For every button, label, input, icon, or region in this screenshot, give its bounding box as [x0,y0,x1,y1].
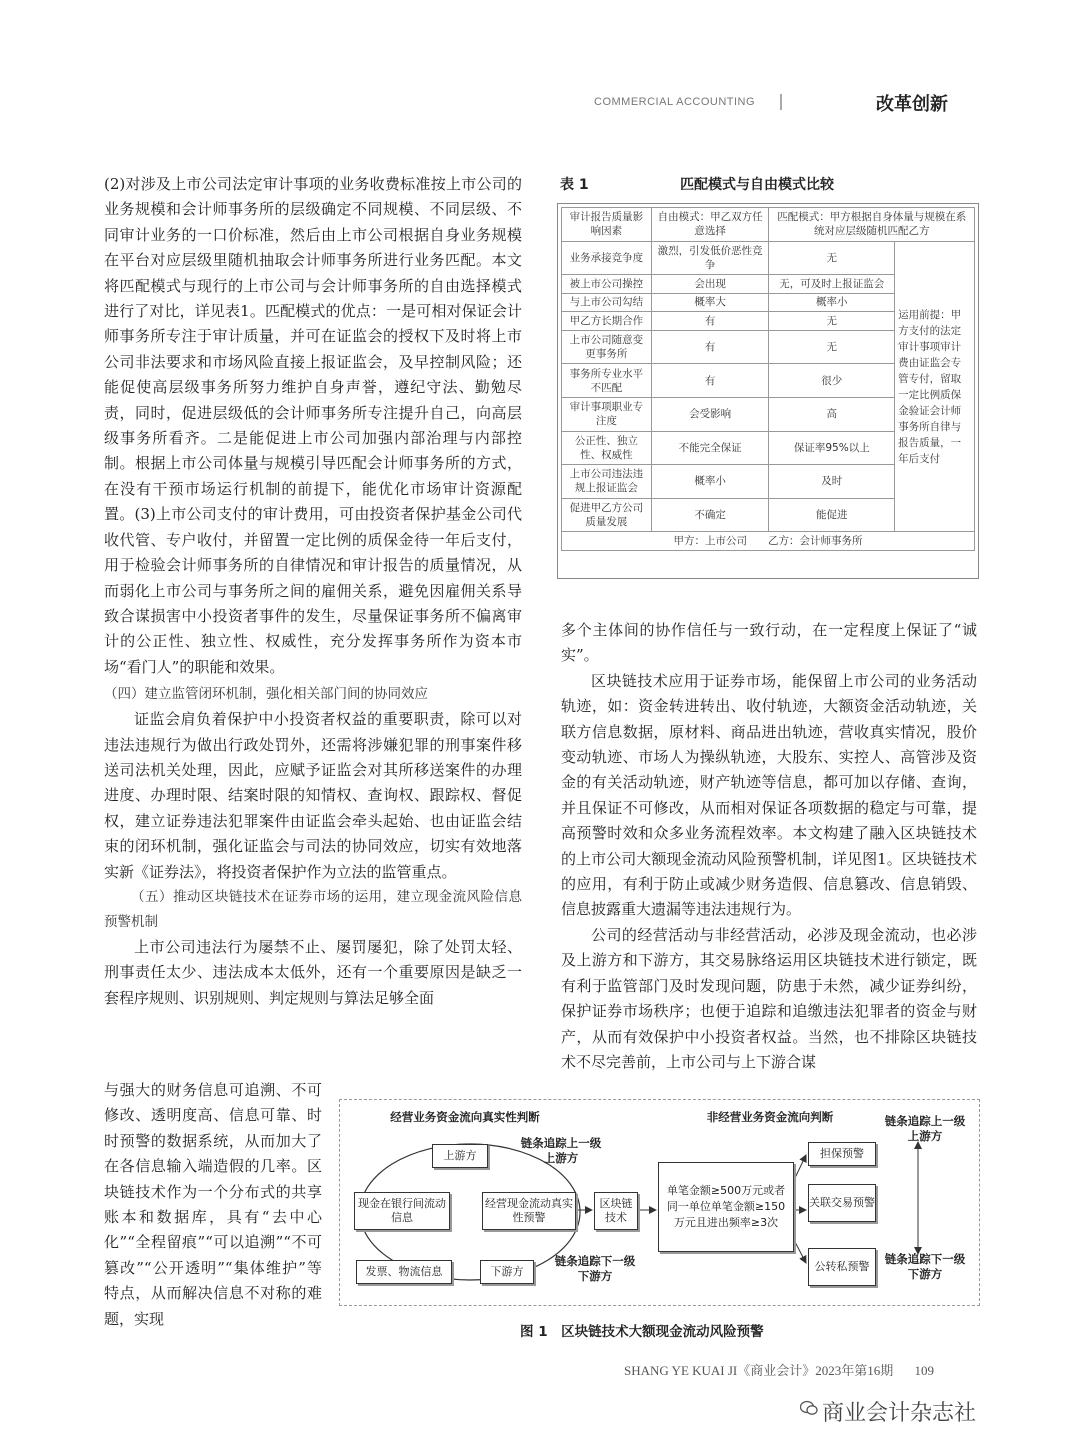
table-cell: 有 [651,364,769,398]
watermark-text: 商业会计杂志社 [822,1401,977,1426]
figure-right-title: 非经营业务资金流向判断 [706,1110,834,1124]
trace-up-right-label: 链条追踪上一级上游方 [884,1114,966,1143]
page-number: 109 [914,1363,935,1378]
node-blockchain: 区块链技术 [594,1192,638,1230]
table-cell: 上市公司违法违规上报证监会 [562,465,652,499]
table-cell: 能促进 [769,498,895,532]
table-footer-row [562,532,975,551]
node-guarantee: 担保预警 [808,1142,876,1166]
table-side-note: 运用前提：甲方支付的法定审计事项审计费由证监会专管专付，留取一定比例质保金验证会计师事务所自律与报告质量，一年后支付 [895,241,975,532]
table-cell: 甲乙方长期合作 [562,312,652,330]
table-label: 表 1 [560,177,589,193]
table-cell: 事务所专业水平不匹配 [562,364,652,398]
node-upstream: 上游方 [432,1144,488,1168]
node-threshold: 单笔金额≥500万元或者同一单位单笔金额≥150万元且进出频率≥3次 [658,1162,794,1252]
table-cell: 概率小 [769,293,895,311]
wechat-icon [800,1400,818,1416]
figure-1 [339,1099,980,1306]
paragraph: 与强大的财务信息可追溯、不可修改、透明度高、信息可靠、时时预警的数据系统，从而加大了在各信息输入端造假的几率。区块链技术作为一个分布式的共享账本和数据库，具有“去中心化”“全程留痕”“可以追溯”“不可篡改”“公开透明”“集体维护”等特点，从而解决信息不对称的难题，实现 [104,1081,322,1328]
table-cell: 促进甲乙方公司质量发展 [562,498,652,532]
paragraph: 上市公司违法行为屡禁不止、屡罚屡犯，除了处罚太轻、刑事责任太少、违法成本太低外，还有一个重要原因是缺乏一套程序规则、识别规则、判定规则与算法足够全面 [104,937,522,1007]
figure-caption: 图 1 区块链技术大额现金流动风险预警 [520,1324,764,1340]
table-cell: 概率小 [651,465,769,499]
node-downstream: 下游方 [480,1260,534,1284]
node-public-private: 公转私预警 [808,1248,876,1286]
table-cell: 无 [769,312,895,330]
table-cell: 会出现 [651,275,769,293]
table-cell: 有 [651,330,769,364]
trace-up-mid-label: 链条追踪上一级上游方 [520,1136,602,1165]
table-row [562,241,975,275]
paragraph: 证监会肩负着保护中小投资者权益的重要职责，除可以对违法违规行为做出行政处罚外，还需将涉嫌犯罪的刑事案件移送司法机关处理，因此，应赋予证监会对其所移送案件的办理进度、办理时限、结案时限的知情权、查询权、跟踪权、督促权，建立证券违法犯罪案件由证监会牵头起始、也由证监会结束的闭环机制，强化证监会与司法的协同效应，切实有效地落实新《证券法》，将投资者保护作为立法的监管重点。 [104,710,522,881]
trace-down-mid-label: 链条追踪下一级下游方 [554,1254,636,1283]
paragraph: 多个主体间的协作信任与一致行动，在一定程度上保证了“诚实”。 [561,621,977,665]
footer-journal: SHANG YE KUAI JI《商业会计》2023年第16期 [624,1363,894,1378]
table-cell: 不确定 [651,498,769,532]
table-cell: 保证率95%以上 [769,431,895,465]
table-cell: 被上市公司操控 [562,275,652,293]
table-cell: 及时 [769,465,895,499]
node-bank-cash: 现金在银行间流动信息 [354,1192,450,1230]
table-cell: 概率大 [651,293,769,311]
table-cell: 有 [651,312,769,330]
section-title: 改革创新 [876,94,948,115]
arrow-to-public-private [794,1240,806,1263]
table-cell: 高 [769,397,895,431]
paragraph: 区块链技术应用于证券市场，能保留上市公司的业务活动轨迹，如：资金转进转出、收付轨迹，大额资金活动轨迹，关联方信息数据，原材料、商品进出轨迹，营收真实情况，股价变动轨迹、市场人为操纵轨迹，大股东、实控人、高管涉及资金的有关活动轨迹，财产轨迹等信息，都可加以存储、查询，并且保证不可修改，从而相对保证各项数据的稳定与可靠，提高预警时效和众多业务流程效率。本文构建了融入区块链技术的上市公司大额现金流动风险预警机制，详见图1。区块链技术的应用，有利于防止或减少财务造假、信息篡改、信息销毁、信息披露重大遗漏等违法违规行为。 [561,671,977,919]
header-divider [780,94,782,110]
table-header-cell: 自由模式：甲乙双方任意选择 [651,208,769,242]
table-cell: 很少 [769,364,895,398]
right-column [561,618,977,1075]
paragraph: (2)对涉及上市公司法定审计事项的业务收费标准按上市公司的业务规模和会计师事务所的层级确定不同规模、不同层级、不同审计业务的一口价标准，然后由上市公司根据自身业务规模在平台对应层级里随机抽取会计师事务所进行业务匹配。本文将匹配模式与现行的上市公司与会计师事务所的自由选择模式进行了对比，详见表1。匹配模式的优点：一是可相对保证会计师事务所专注于审计质量，并可在证监会的授权下及时将上市公司非法要求和市场风险直接上报证监会，及早控制风险；还能促使高层级事务所努力维护自身声誉，遵纪守法、勤勉尽责，同时，促进层级低的会计师事务所专注提升自己，向高层级事务所看齐。二是能促进上市公司加强内部治理与内部控制。根据上市公司体量与规模引导匹配会计师事务所的方式，在没有干预市场运行机制的前提下，能优化市场审计资源配置。(3)上市公司支付的审计费用，可由投资者保护基金公司代收代管、专户收付，并留置一定比例的质保金待一年后支付，用于检验会计师事务所的自律情况和审计报告的质量情况，从而弱化上市公司与事务所之间的雇佣关系，避免因雇佣关系导致合谋损害中小投资者事件的发生，尽量保证事务所不偏离审计的公正性、独立性、权威性，充分发挥事务所作为资本市场“看门人”的职能和效果。 [104,175,522,676]
table-cell: 无 [769,330,895,364]
paragraph: 公司的经营活动与非经营活动，必涉及现金流动，也必涉及上游方和下游方，其交易脉络运用区块链技术进行锁定，既有利于监管部门及时发现问题，防患于未然，减少证券纠纷，保护证券市场秩序；也便于追踪和追缴违法犯罪者的资金与财产，从而有效保护中小投资者权益。当然，也不排除区块链技术不尽完善前，上市公司与上下游合谋 [561,925,977,1071]
arrow-to-guarantee [794,1155,806,1180]
node-invoice: 发票、物流信息 [356,1260,452,1284]
figure-left-title: 经营业务资金流向真实性判断 [390,1110,540,1124]
table-footer: 甲方：上市公司 乙方：会计师事务所 [562,532,975,551]
journal-name-en: COMMERCIAL ACCOUNTING [594,96,756,108]
table-header-cell: 匹配模式：甲方根据自身体量与规模在系统对应层级随机匹配乙方 [769,208,975,242]
table-cell: 无，可及时上报证监会 [769,275,895,293]
table-name: 匹配模式与自由模式比较 [680,177,834,193]
table-header-row [562,208,975,242]
table-cell: 激烈，引发低价恶性竞争 [651,241,769,275]
table-cell: 公正性、独立性、权威性 [562,431,652,465]
table-header-cell: 审计报告质量影响因素 [562,208,652,242]
table-cell: 业务承接竞争度 [562,241,652,275]
trace-down-right-label: 链条追踪下一级下游方 [884,1252,966,1281]
table-cell: 不能完全保证 [651,431,769,465]
table-cell: 审计事项职业专注度 [562,397,652,431]
table-1 [557,203,979,579]
node-operating-cash: 经营现金流动真实性预警 [482,1192,576,1230]
section-heading-4: （四）建立监管闭环机制，强化相关部门间的协同效应 [104,686,428,703]
page-footer [624,1360,934,1379]
section-heading-5: （五）推动区块链技术在证券市场的运用，建立现金流风险信息预警机制 [104,888,522,930]
table-cell: 无 [769,241,895,275]
table-cell: 与上市公司勾结 [562,293,652,311]
table-cell: 会受影响 [651,397,769,431]
table-cell: 上市公司随意变更事务所 [562,330,652,364]
node-related-party: 关联交易预警 [808,1184,876,1222]
left-column [104,172,522,1011]
left-column-narrow [104,1078,322,1332]
